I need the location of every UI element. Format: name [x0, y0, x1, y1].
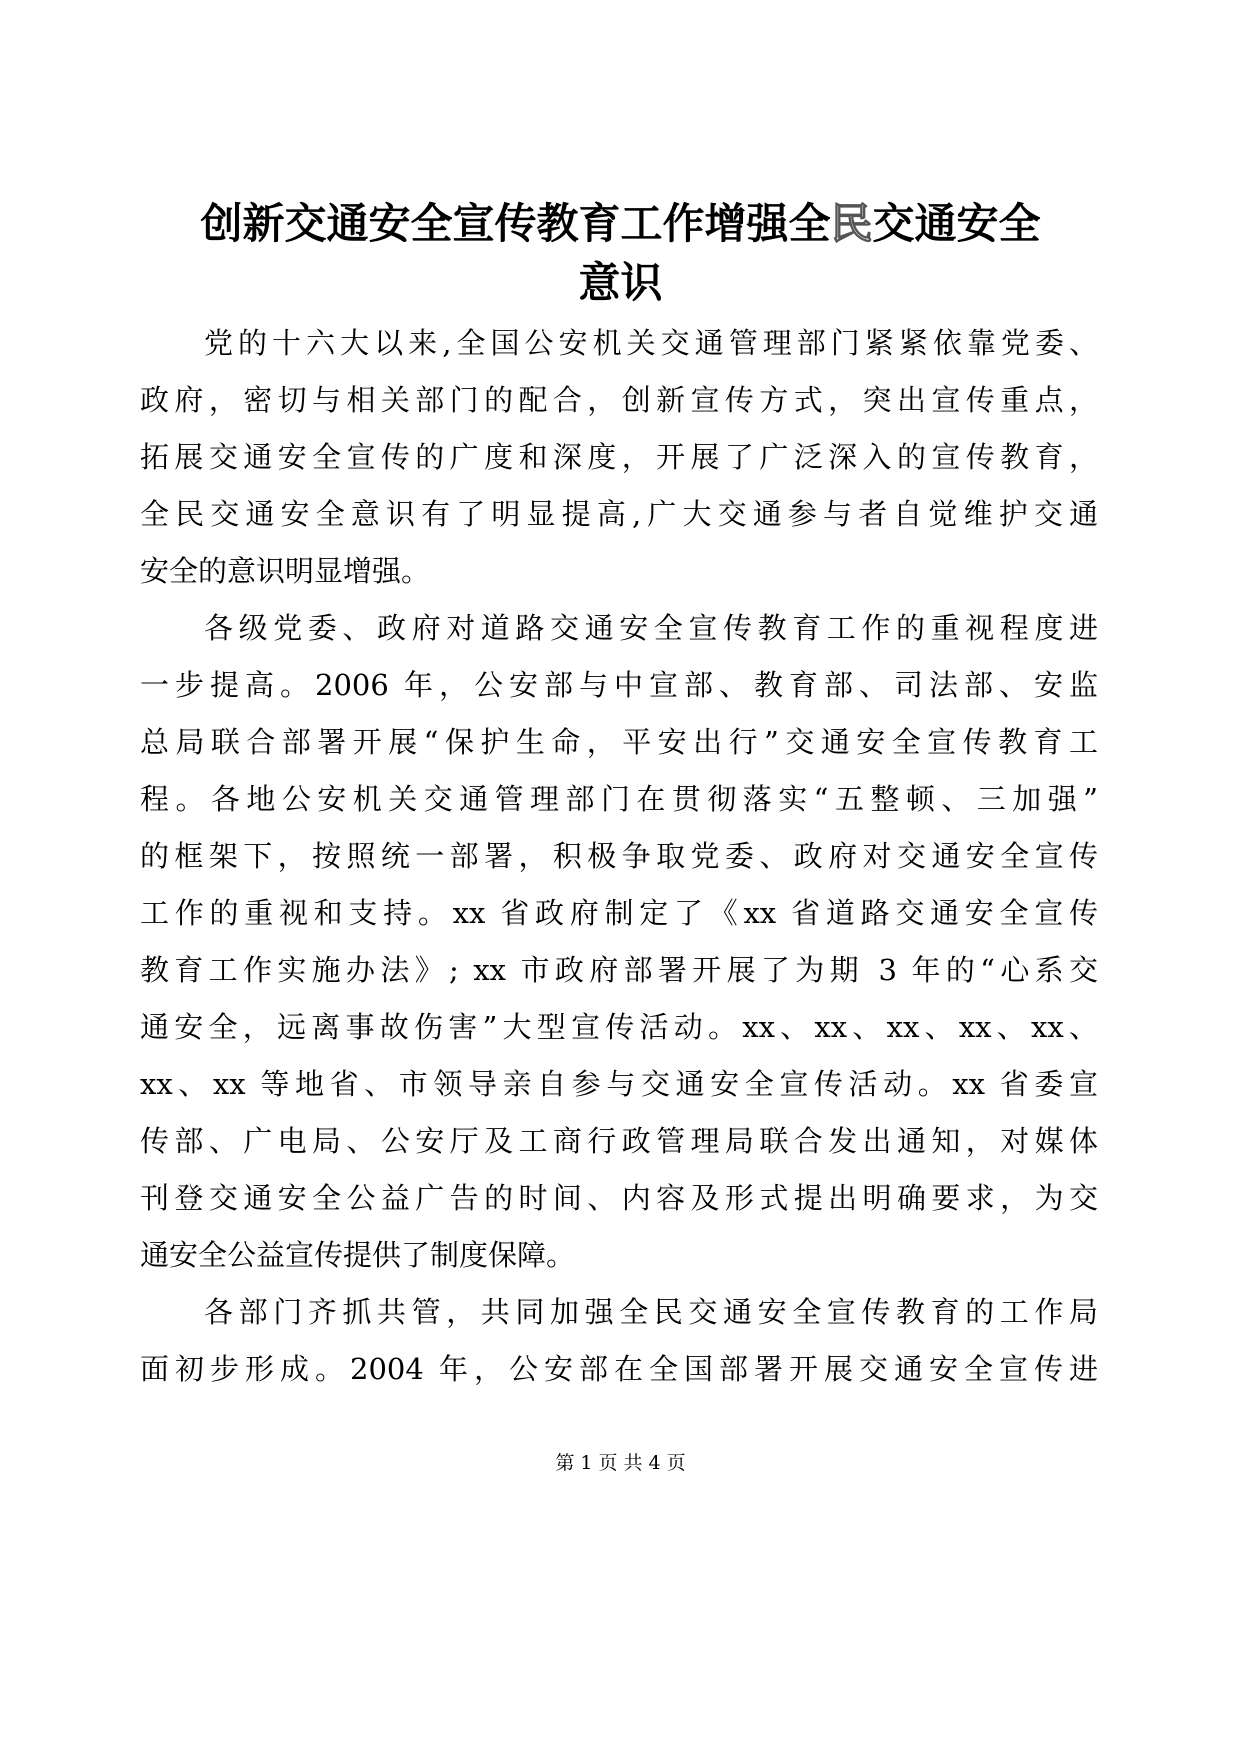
- paragraph-2-line: xx、xx 等地省、市领导亲自参与交通安全宣传活动。xx 省委宣: [140, 1067, 1098, 1101]
- document-title-line-2: 意识: [578, 258, 663, 307]
- paragraph-2-line: 传部、广电局、公安厅及工商行政管理局联合发出通知，对媒体: [140, 1124, 1098, 1158]
- paragraph-2-line: 通安全，远离事故伤害”大型宣传活动。xx、xx、xx、xx、xx、: [140, 1010, 1098, 1044]
- page-footer: 第 1 页 共 4 页: [555, 1452, 686, 1474]
- paragraph-2-line: 各级党委、政府对道路交通安全宣传教育工作的重视程度进: [204, 611, 1098, 645]
- title-outlined-char: 民: [830, 199, 873, 248]
- title-text: 交通安全: [872, 199, 1041, 248]
- title-text: 创新交通安全宣传教育工作增强全: [200, 199, 831, 248]
- paragraph-2-line: 总局联合部署开展“保护生命，平安出行”交通安全宣传教育工: [140, 725, 1098, 759]
- paragraph-2-line: 工作的重视和支持。xx 省政府制定了《xx 省道路交通安全宣传: [140, 896, 1098, 930]
- paragraph-1-line: 拓展交通安全宣传的广度和深度，开展了广泛深入的宣传教育，: [140, 440, 1098, 474]
- paragraph-3-line: 面初步形成。2004 年，公安部在全国部署开展交通安全宣传进: [140, 1352, 1098, 1386]
- paragraph-2-line: 刊登交通安全公益广告的时间、内容及形式提出明确要求，为交: [140, 1181, 1098, 1215]
- paragraph-2-line: 通安全公益宣传提供了制度保障。: [140, 1238, 576, 1272]
- paragraph-3-line: 各部门齐抓共管，共同加强全民交通安全宣传教育的工作局: [204, 1295, 1098, 1329]
- paragraph-1-line: 全民交通安全意识有了明显提高,广大交通参与者自觉维护交通: [140, 497, 1098, 531]
- paragraph-2-line: 一步提高。2006 年，公安部与中宣部、教育部、司法部、安监: [140, 668, 1098, 702]
- paragraph-2-line: 的框架下，按照统一部署，积极争取党委、政府对交通安全宣传: [140, 839, 1098, 873]
- paragraph-1-line: 党的十六大以来,全国公安机关交通管理部门紧紧依靠党委、: [204, 326, 1098, 360]
- document-body: [140, 315, 1098, 1398]
- paragraph-1-line: 安全的意识明显增强。: [140, 554, 431, 588]
- paragraph-2-line: 教育工作实施办法》; xx 市政府部署开展了为期 3 年的“心系交: [140, 953, 1098, 987]
- document-title-line-1: [100, 195, 1141, 253]
- paragraph-1-line: 政府，密切与相关部门的配合，创新宣传方式，突出宣传重点，: [140, 383, 1098, 417]
- paragraph-2-line: 程。各地公安机关交通管理部门在贯彻落实“五整顿、三加强”: [140, 782, 1098, 816]
